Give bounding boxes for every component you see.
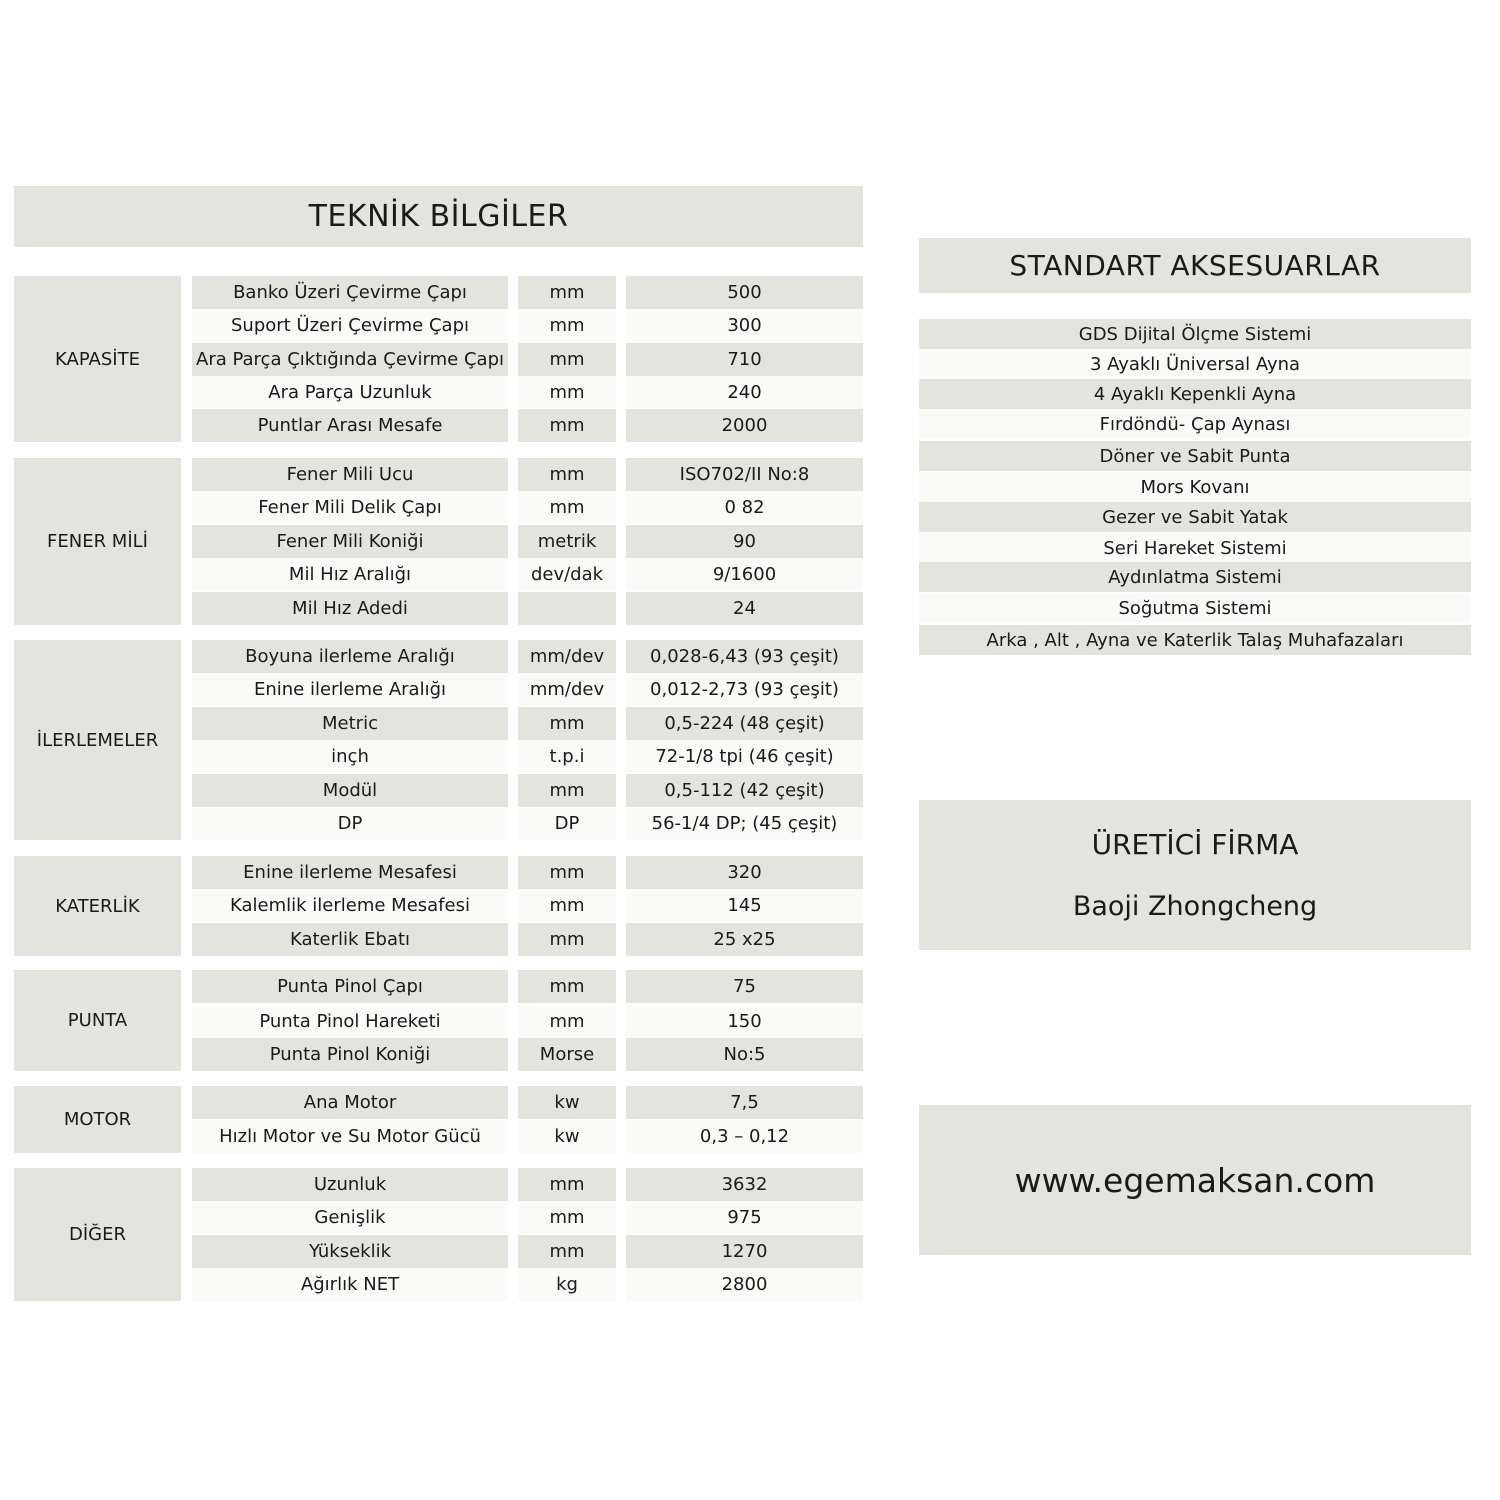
spec-unit: metrik [518, 525, 616, 558]
spec-group-label: KATERLİK [14, 856, 181, 956]
spec-group-label: KAPASİTE [14, 276, 181, 442]
spec-unit: mm [518, 774, 616, 807]
spec-value: 75 [626, 970, 863, 1003]
spec-value: 90 [626, 525, 863, 558]
spec-unit: mm [518, 970, 616, 1003]
spec-value: 500 [626, 276, 863, 309]
accessory-item: 3 Ayaklı Üniversal Ayna [919, 349, 1471, 379]
spec-unit: mm/dev [518, 673, 616, 706]
spec-name: Yükseklik [192, 1235, 508, 1268]
spec-unit: kg [518, 1268, 616, 1301]
spec-group-label: İLERLEMELER [14, 640, 181, 840]
spec-group-label: PUNTA [14, 970, 181, 1071]
spec-name: Fener Mili Koniği [192, 525, 508, 558]
accessory-item: Döner ve Sabit Punta [919, 441, 1471, 471]
spec-value: 0 82 [626, 491, 863, 524]
accessory-item: Aydınlatma Sistemi [919, 562, 1471, 592]
spec-value: 240 [626, 376, 863, 409]
spec-unit: mm [518, 376, 616, 409]
spec-value: 0,3 – 0,12 [626, 1120, 863, 1153]
spec-value: 710 [626, 343, 863, 376]
spec-unit: mm [518, 309, 616, 342]
spec-value: 975 [626, 1201, 863, 1234]
spec-value: 9/1600 [626, 558, 863, 591]
spec-value: 1270 [626, 1235, 863, 1268]
accessory-item: GDS Dijital Ölçme Sistemi [919, 319, 1471, 349]
spec-unit: mm [518, 409, 616, 442]
spec-name: Genişlik [192, 1201, 508, 1234]
spec-name: Ara Parça Çıktığında Çevirme Çapı [192, 343, 508, 376]
accessory-item: Soğutma Sistemi [919, 593, 1471, 623]
spec-name: Ara Parça Uzunluk [192, 376, 508, 409]
producer-title: ÜRETİCİ FİRMA [1091, 828, 1299, 861]
spec-name: Punta Pinol Çapı [192, 970, 508, 1003]
spec-unit: t.p.i [518, 740, 616, 773]
spec-unit [518, 592, 616, 625]
spec-unit: mm [518, 491, 616, 524]
accessory-item: Arka , Alt , Ayna ve Katerlik Talaş Muhafazaları [919, 625, 1471, 655]
spec-name: DP [192, 807, 508, 840]
spec-value: 300 [626, 309, 863, 342]
spec-value: 72-1/8 tpi (46 çeşit) [626, 740, 863, 773]
spec-value: 2000 [626, 409, 863, 442]
spec-unit: mm [518, 856, 616, 889]
spec-unit: mm [518, 1168, 616, 1201]
spec-name: Banko Üzeri Çevirme Çapı [192, 276, 508, 309]
accessory-item: Seri Hareket Sistemi [919, 533, 1471, 563]
website-url: www.egemaksan.com [919, 1105, 1471, 1255]
spec-name: Katerlik Ebatı [192, 923, 508, 956]
producer-box [919, 800, 1471, 950]
spec-value: No:5 [626, 1038, 863, 1071]
spec-unit: mm/dev [518, 640, 616, 673]
spec-name: Fener Mili Ucu [192, 458, 508, 491]
spec-name: Enine ilerleme Mesafesi [192, 856, 508, 889]
spec-value: 25 x25 [626, 923, 863, 956]
spec-unit: DP [518, 807, 616, 840]
spec-name: Enine ilerleme Aralığı [192, 673, 508, 706]
spec-unit: mm [518, 1201, 616, 1234]
accessory-item: 4 Ayaklı Kepenkli Ayna [919, 379, 1471, 409]
accessory-item: Fırdöndü- Çap Aynası [919, 409, 1471, 439]
spec-name: Metric [192, 707, 508, 740]
accessories-title: STANDART AKSESUARLAR [919, 238, 1471, 293]
spec-unit: mm [518, 1235, 616, 1268]
accessory-item: Gezer ve Sabit Yatak [919, 502, 1471, 532]
spec-unit: kw [518, 1086, 616, 1119]
spec-unit: mm [518, 276, 616, 309]
spec-unit: dev/dak [518, 558, 616, 591]
spec-unit: mm [518, 889, 616, 922]
spec-title: TEKNİK BİLGİLER [14, 186, 863, 247]
spec-value: 145 [626, 889, 863, 922]
spec-name: inçh [192, 740, 508, 773]
accessory-item: Mors Kovanı [919, 472, 1471, 502]
spec-name: Modül [192, 774, 508, 807]
spec-name: Ağırlık NET [192, 1268, 508, 1301]
spec-unit: mm [518, 707, 616, 740]
spec-value: 0,012-2,73 (93 çeşit) [626, 673, 863, 706]
spec-name: Boyuna ilerleme Aralığı [192, 640, 508, 673]
spec-name: Kalemlik ilerleme Mesafesi [192, 889, 508, 922]
spec-group-label: FENER MİLİ [14, 458, 181, 625]
spec-name: Mil Hız Aralığı [192, 558, 508, 591]
spec-value: 3632 [626, 1168, 863, 1201]
spec-value: ISO702/II No:8 [626, 458, 863, 491]
spec-unit: mm [518, 1005, 616, 1038]
spec-name: Punta Pinol Koniği [192, 1038, 508, 1071]
spec-group-label: MOTOR [14, 1086, 181, 1153]
spec-value: 320 [626, 856, 863, 889]
producer-name: Baoji Zhongcheng [1072, 891, 1318, 922]
spec-group-label: DİĞER [14, 1168, 181, 1301]
spec-name: Fener Mili Delik Çapı [192, 491, 508, 524]
spec-value: 24 [626, 592, 863, 625]
spec-value: 7,5 [626, 1086, 863, 1119]
spec-unit: mm [518, 458, 616, 491]
spec-value: 2800 [626, 1268, 863, 1301]
spec-name: Ana Motor [192, 1086, 508, 1119]
spec-name: Mil Hız Adedi [192, 592, 508, 625]
spec-value: 150 [626, 1005, 863, 1038]
spec-unit: mm [518, 343, 616, 376]
spec-name: Uzunluk [192, 1168, 508, 1201]
spec-name: Suport Üzeri Çevirme Çapı [192, 309, 508, 342]
spec-value: 56-1/4 DP; (45 çeşit) [626, 807, 863, 840]
spec-name: Punta Pinol Hareketi [192, 1005, 508, 1038]
spec-unit: kw [518, 1120, 616, 1153]
spec-value: 0,5-112 (42 çeşit) [626, 774, 863, 807]
spec-value: 0,5-224 (48 çeşit) [626, 707, 863, 740]
spec-value: 0,028-6,43 (93 çeşit) [626, 640, 863, 673]
spec-name: Puntlar Arası Mesafe [192, 409, 508, 442]
spec-unit: mm [518, 923, 616, 956]
spec-name: Hızlı Motor ve Su Motor Gücü [192, 1120, 508, 1153]
spec-unit: Morse [518, 1038, 616, 1071]
